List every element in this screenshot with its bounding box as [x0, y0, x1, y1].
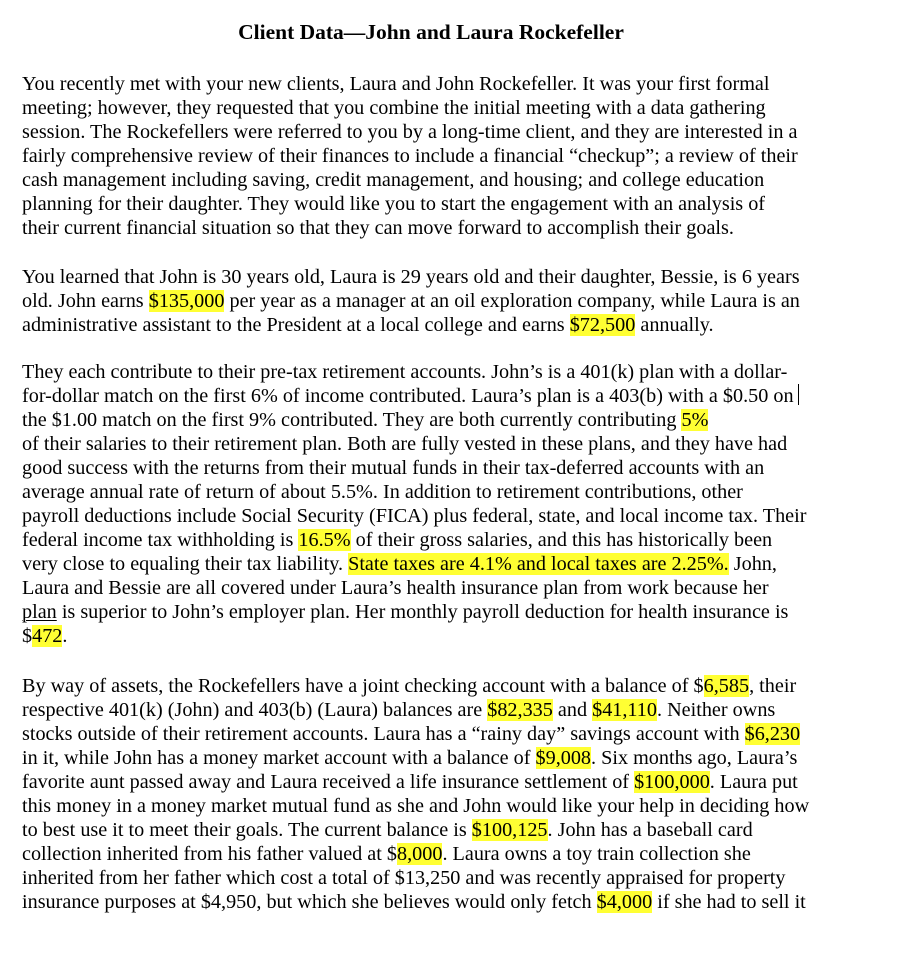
text-run: the $1.00 match on the first 9% contributed. They are both currently contributing: [22, 409, 682, 431]
text-line: cash management including saving, credit management, and housing; and college education: [22, 169, 765, 191]
text-line: [22, 600, 806, 624]
text-line: [22, 818, 809, 842]
text-run: . Laura put: [709, 771, 798, 793]
text-run: old. John earns: [22, 290, 149, 312]
text-line: [22, 313, 800, 337]
text-run: . Neither owns: [656, 699, 776, 721]
text-run: to best use it to meet their goals. The current balance is: [22, 819, 472, 841]
text-line: [22, 289, 800, 313]
text-run: . Laura owns a toy train collection she: [442, 843, 751, 865]
highlighted-value: $100,000: [634, 771, 710, 793]
intro-paragraph: [22, 72, 798, 240]
text-line: their current financial situation so that they can move forward to accomplish their goals.: [22, 217, 734, 239]
text-run: is superior to John’s employer plan. Her monthly payroll deduction for health insurance is: [56, 601, 789, 623]
text-line: You recently met with your new clients, Laura and John Rockefeller. It was your first formal: [22, 73, 770, 95]
text-line: payroll deductions include Social Security (FICA) plus federal, state, and local income tax. Their: [22, 505, 807, 527]
text-line: [22, 770, 809, 794]
text-line: good success with the returns from their mutual funds in their tax-deferred accounts with an: [22, 457, 765, 479]
text-run: stocks outside of their retirement accounts. Laura has a “rainy day” savings account with: [22, 723, 745, 745]
text-run: very close to equaling their tax liability.: [22, 553, 349, 575]
text-line: [22, 624, 806, 648]
text-line: session. The Rockefellers were referred to you by a long-time client, and they are interested in a: [22, 121, 798, 143]
highlighted-value: $100,125: [471, 819, 548, 841]
text-line: of their salaries to their retirement plan. Both are fully vested in these plans, and they have had: [22, 433, 788, 455]
text-line: [22, 890, 809, 914]
text-line: [22, 674, 809, 698]
text-line: [22, 746, 809, 770]
highlighted-value: State taxes are 4.1% and local taxes are 2.25%.: [348, 553, 729, 575]
highlighted-value: $4,000: [596, 891, 653, 913]
text-run: . John has a baseball card: [547, 819, 753, 841]
text-run: $: [22, 625, 33, 647]
highlighted-value: 5%: [681, 409, 709, 431]
text-run: By way of assets, the Rockefellers have a joint checking account with a balance of $: [22, 675, 704, 697]
text-line: this money in a money market mutual fund as she and John would like your help in deciding how: [22, 795, 810, 817]
highlighted-value: 8,000: [397, 843, 443, 865]
text-run: federal income tax withholding is: [22, 529, 299, 551]
text-run: of their gross salaries, and this has historically been: [350, 529, 773, 551]
highlighted-value: $41,110: [592, 699, 657, 721]
text-line: meeting; however, they requested that you combine the initial meeting with a data gathering: [22, 97, 766, 119]
text-line: [22, 842, 809, 866]
text-run: respective 401(k) (John) and 403(b) (Laura) balances are: [22, 699, 488, 721]
text-line: They each contribute to their pre-tax retirement accounts. John’s is a 401(k) plan with a dollar-: [22, 361, 788, 383]
text-run: favorite aunt passed away and Laura received a life insurance settlement of: [22, 771, 635, 793]
text-line: [22, 408, 806, 432]
text-run: insurance purposes at $4,950, but which she believes would only fetch: [22, 891, 597, 913]
text-line: fairly comprehensive review of their finances to include a financial “checkup”; a review of their: [22, 145, 798, 167]
text-line: average annual rate of return of about 5.5%. In addition to retirement contributions, other: [22, 481, 743, 503]
text-run: plan: [22, 601, 57, 623]
highlighted-value: 6,585: [703, 675, 750, 697]
text-line: inherited from her father which cost a total of $13,250 and was recently appraised for property: [22, 867, 786, 889]
highlighted-value: $9,008: [535, 747, 592, 769]
text-line: [22, 698, 809, 722]
text-run: if she had to sell it: [652, 891, 806, 913]
text-line: [22, 384, 806, 408]
text-run: annually.: [635, 314, 714, 336]
highlighted-value: $6,230: [744, 723, 801, 745]
text-run: , their: [749, 675, 797, 697]
highlighted-value: $82,335: [487, 699, 553, 721]
text-run: .: [62, 625, 68, 647]
text-line: [22, 528, 806, 552]
text-cursor: [798, 384, 800, 405]
highlighted-value: 472: [32, 625, 63, 647]
text-run: per year as a manager at an oil exploration company, while Laura is an: [224, 290, 800, 312]
highlighted-value: 16.5%: [298, 529, 351, 551]
text-line: [22, 552, 806, 576]
highlighted-value: $72,500: [569, 314, 636, 336]
text-line: You learned that John is 30 years old, Laura is 29 years old and their daughter, Bessie, is 6 years: [22, 266, 800, 288]
income-paragraph: [22, 265, 800, 337]
text-run: and: [552, 699, 593, 721]
text-run: John,: [728, 553, 777, 575]
text-run: administrative assistant to the President at a local college and earns: [22, 314, 570, 336]
page-title: Client Data—John and Laura Rockefeller: [238, 20, 624, 44]
text-run: for-dollar match on the first 6% of income contributed. Laura’s plan is a 403(b) with a $0.50 on: [22, 385, 794, 407]
text-run: . Six months ago, Laura’s: [591, 747, 798, 769]
highlighted-value: $135,000: [148, 290, 225, 312]
retirement-paragraph: [22, 360, 806, 648]
text-line: Laura and Bessie are all covered under Laura’s health insurance plan from work because her: [22, 577, 769, 599]
assets-paragraph: [22, 674, 809, 914]
text-line: [22, 722, 809, 746]
text-run: collection inherited from his father valued at $: [22, 843, 398, 865]
text-line: planning for their daughter. They would like you to start the engagement with an analysis of: [22, 193, 766, 215]
text-run: in it, while John has a money market account with a balance of: [22, 747, 536, 769]
